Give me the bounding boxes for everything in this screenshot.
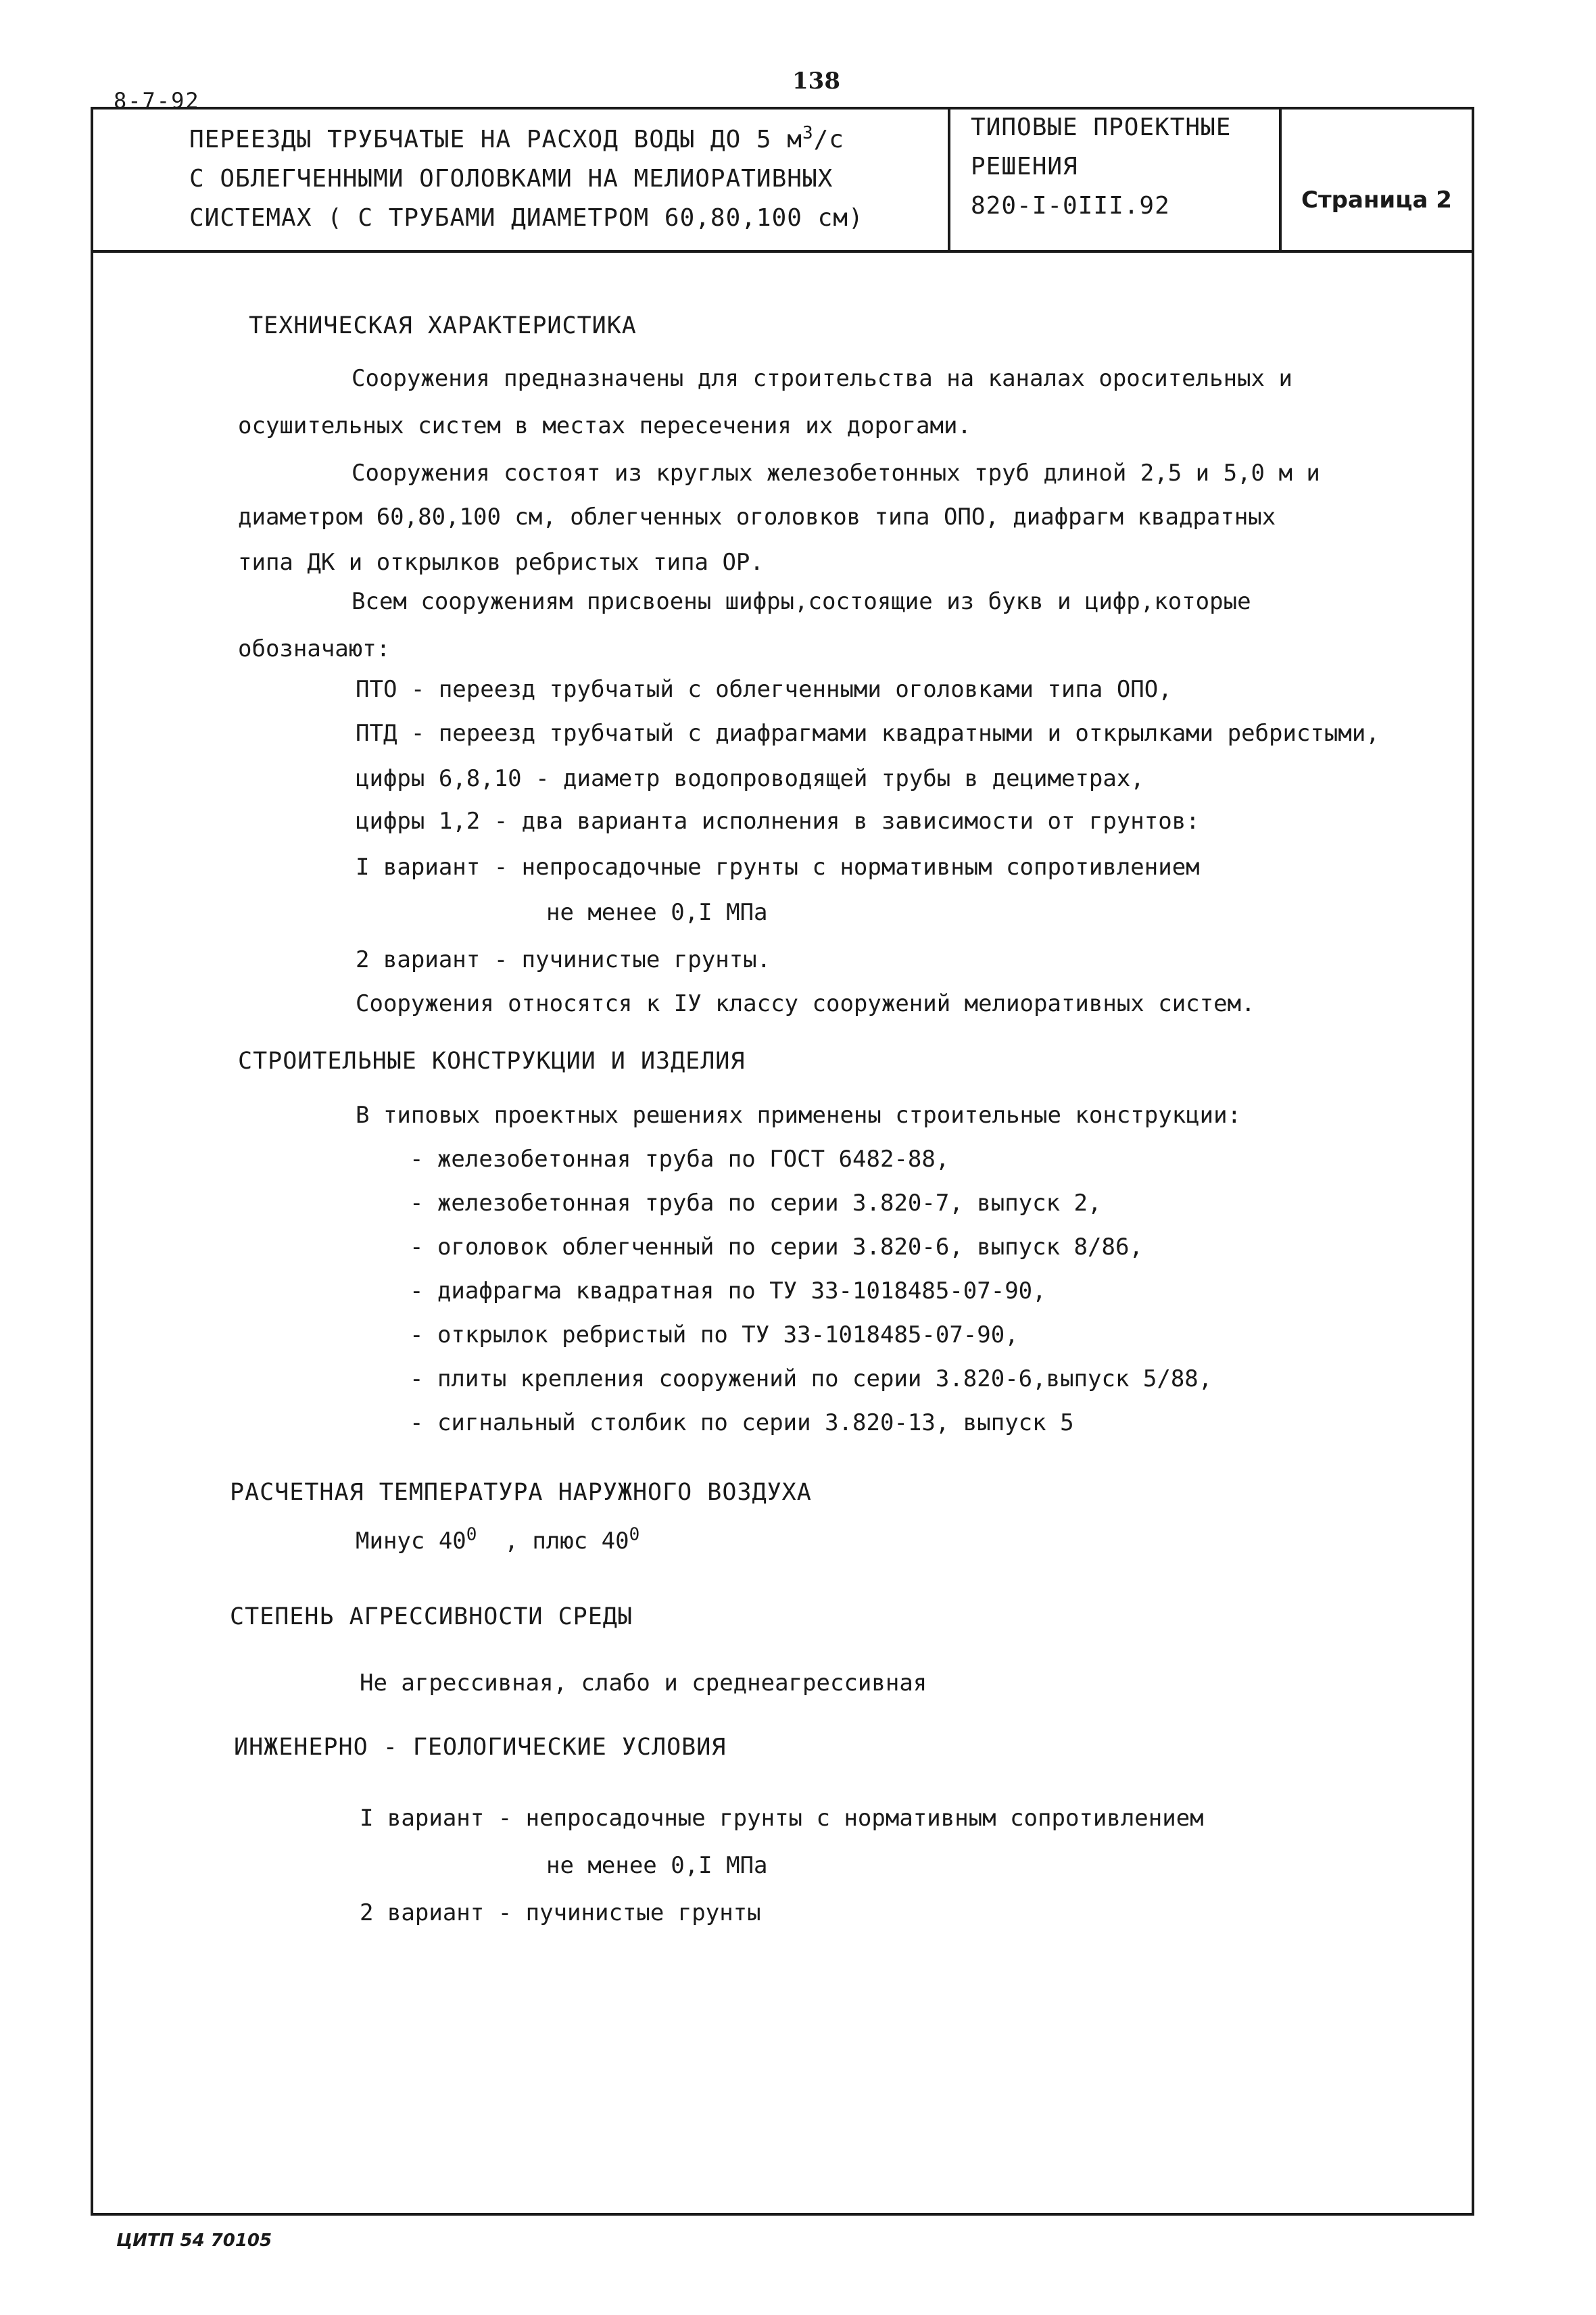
section-title-tech: ТЕХНИЧЕСКАЯ ХАРАКТЕРИСТИКА <box>249 312 637 339</box>
paragraph-line: Сооружения состоят из круглых железобетонных труб длиной 2,5 и 5,0 м и <box>352 460 1320 487</box>
temperature-values: Минус $40^0$ , плюс $40^0$ <box>356 1524 640 1555</box>
code-definition: I вариант - непросадочные грунты с нормативным сопротивлением <box>356 854 1200 881</box>
code-definition: не менее 0,I МПа <box>546 899 768 926</box>
paragraph-line: осушительных систем в местах пересечения их дорогами. <box>238 412 971 439</box>
code-definition: 2 вариант - пучинистые грунты. <box>356 946 771 973</box>
list-item: - оголовок облегченный по серии 3.820-6, выпуск 8/86, <box>410 1234 1143 1261</box>
paragraph-line: Сооружения относятся к IУ классу сооружений мелиоративных систем. <box>356 990 1255 1017</box>
paragraph-line: I вариант - непросадочные грунты с нормативным сопротивлением <box>360 1805 1204 1832</box>
code-definition: цифры 1,2 - два варианта исполнения в зависимости от грунтов: <box>356 808 1200 835</box>
paragraph-line: обозначают: <box>238 635 391 662</box>
section-title-temperature: РАСЧЕТНАЯ ТЕМПЕРАТУРА НАРУЖНОГО ВОЗДУХА <box>230 1479 812 1506</box>
section-title-aggressiveness: СТЕПЕНЬ АГРЕССИВНОСТИ СРЕДЫ <box>230 1603 633 1630</box>
paragraph-line: Сооружения предназначены для строительства на каналах оросительных и <box>352 365 1292 392</box>
document-date-code: 8-7-92 <box>114 88 200 114</box>
list-item: - диафрагма квадратная по ТУ 33-1018485-07-90, <box>410 1277 1046 1305</box>
sheet-number: 138 <box>792 68 840 95</box>
page-label: Страница 2 <box>1301 187 1452 214</box>
list-item: - сигнальный столбик по серии 3.820-13, выпуск 5 <box>410 1409 1074 1436</box>
list-item: - открылок ребристый по ТУ 33-1018485-07-90, <box>410 1321 1019 1348</box>
header-document-id: ТИПОВЫЕ ПРОЕКТНЫЕ РЕШЕНИЯ 820-I-0III.92 <box>971 114 1232 220</box>
code-definition: цифры 6,8,10 - диаметр водопроводящей трубы в дециметрах, <box>356 765 1144 792</box>
list-item: - железобетонная труба по ГОСТ 6482-88, <box>410 1146 950 1173</box>
paragraph-line: В типовых проектных решениях применены строительные конструкции: <box>356 1102 1242 1129</box>
list-item: - железобетонная труба по серии 3.820-7, выпуск 2, <box>410 1190 1102 1217</box>
printer-stamp: ЦИТП 54 70105 <box>116 2231 272 2251</box>
list-item: - плиты крепления сооружений по серии 3.820-6,выпуск 5/88, <box>410 1365 1213 1392</box>
header-divider <box>91 250 1474 253</box>
code-definition: ПТД - переезд трубчатый с диафрагмами квадратными и открылками ребристыми, <box>356 720 1380 747</box>
paragraph-line: Не агрессивная, слабо и среднеагрессивная <box>360 1670 927 1697</box>
header-column-divider-1 <box>948 107 950 251</box>
paragraph-line: 2 вариант - пучинистые грунты <box>360 1899 761 1926</box>
header-column-divider-2 <box>1279 107 1282 251</box>
section-title-geology: ИНЖЕНЕРНО - ГЕОЛОГИЧЕСКИЕ УСЛОВИЯ <box>234 1734 727 1761</box>
section-title-structures: СТРОИТЕЛЬНЫЕ КОНСТРУКЦИИ И ИЗДЕЛИЯ <box>238 1048 746 1075</box>
paragraph-line: диаметром 60,80,100 см, облегченных оголовков типа ОПО, диафрагм квадратных <box>238 504 1276 531</box>
paragraph-line: Всем сооружениям присвоены шифры,состоящие из букв и цифр,которые <box>352 588 1251 615</box>
header-title: ПЕРЕЕЗДЫ ТРУБЧАТЫЕ НА РАСХОД ВОДЫ ДО 5 $м^3/с$ С ОБЛЕГЧЕННЫМИ ОГОЛОВКАМИ НА МЕЛИОРАТИВНЫХ СИСТЕМАХ ( С ТРУБАМИ ДИАМЕТРОМ 60,80,100 см) <box>189 123 864 232</box>
code-definition: ПТО - переезд трубчатый с облегченными оголовками типа ОПО, <box>356 676 1172 703</box>
paragraph-line: типа ДК и открылков ребристых типа ОР. <box>238 549 764 576</box>
paragraph-line: не менее 0,I МПа <box>546 1852 768 1879</box>
